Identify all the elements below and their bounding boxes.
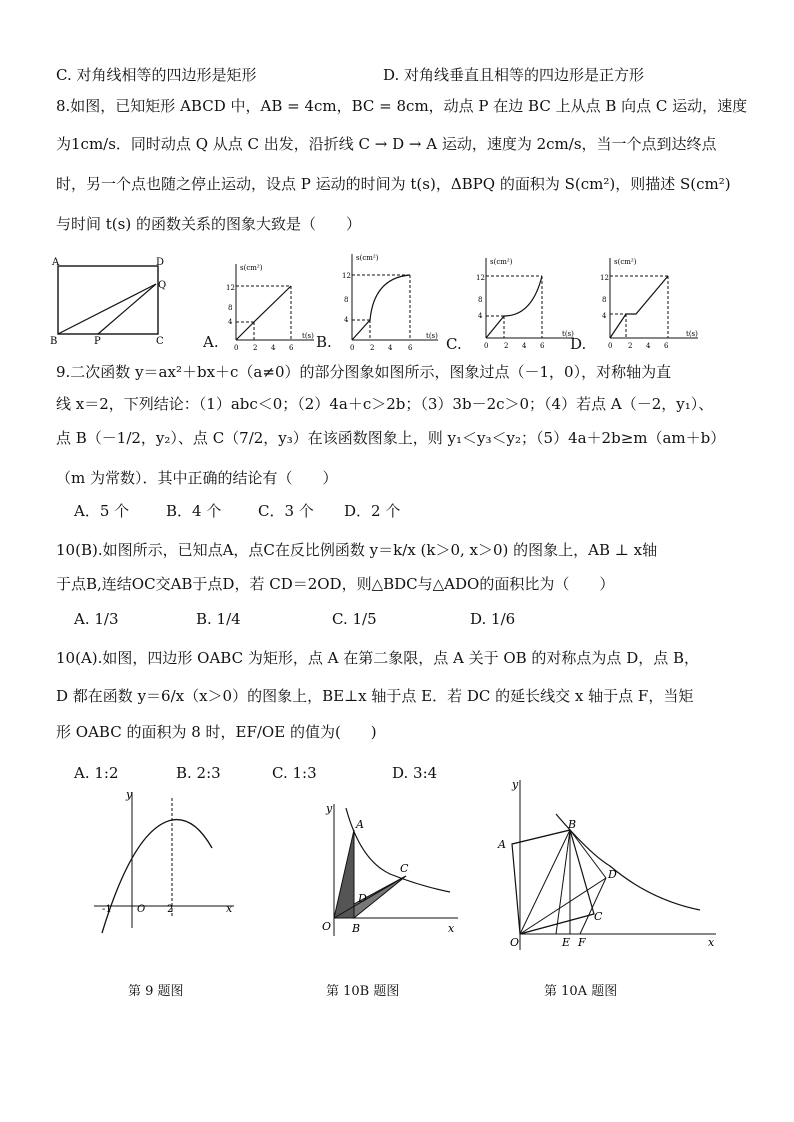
f9-x-label: x [226, 902, 233, 915]
graph-d-tick-0: 0 [608, 342, 613, 350]
q8-label-c: C [156, 336, 164, 346]
f10a-o-label: O [510, 936, 520, 949]
q9-stem-line2: 线 x＝2，下列结论：（1）abc＜0；（2）4a＋c＞2b；（3）3b－2c＞0；（4）若点 A（－2，y₁）、 [56, 395, 714, 413]
graph-c-tick-4: 4 [478, 312, 483, 320]
graph-c-tick-8: 8 [478, 296, 483, 304]
graph-b-xlabel: t(s) [426, 332, 438, 340]
q10b-option-a: A. 1/3 [74, 610, 119, 628]
q9-option-d: D．2 个 [344, 502, 401, 520]
f10a-b-label: B [568, 818, 577, 831]
q9-parabola-figure [84, 788, 244, 938]
graph-d-xlabel: t(s) [686, 330, 698, 338]
graph-c-tick-0: 0 [484, 342, 489, 350]
graph-d-tick-12: 12 [600, 274, 609, 282]
f10a-x-label: x [708, 936, 715, 949]
q8-graph-d [590, 252, 708, 352]
q10a-option-c: C. 1:3 [272, 764, 317, 782]
q8-label-d: D [156, 257, 165, 268]
q8-label-p: P [94, 336, 101, 346]
q10a-option-b: B. 2:3 [176, 764, 221, 782]
q8-option-c-label: C. [446, 335, 462, 353]
q8-label-a: A [52, 257, 60, 268]
graph-c-tick-2: 2 [504, 342, 509, 350]
graph-a-xlabel: t(s) [302, 332, 314, 340]
graph-a-tick-2: 2 [253, 344, 258, 352]
q10a-option-a: A. 1:2 [74, 764, 119, 782]
q8-stem-line3: 时，另一个点也随之停止运动，设点 P 运动的时间为 t(s)，ΔBPQ 的面积为 S(cm²)，则描述 S(cm²) [56, 175, 731, 193]
graph-a-tick-4: 4 [228, 318, 233, 326]
f10a-f-label: F [578, 936, 586, 949]
q10a-stem-line3: 形 OABC 的面积为 8 时，EF/OE 的值为( ) [56, 723, 377, 741]
q8-option-a-label: A. [203, 333, 219, 351]
q9-stem-line1: 9.二次函数 y＝ax²＋bx＋c（a≠0）的部分图象如图所示，图象过点（－1，0），对称轴为直 [56, 363, 672, 381]
f10b-y-label: y [326, 802, 333, 815]
graph-b-tick-12: 12 [342, 272, 351, 280]
q8-stem-line4: 与时间 t(s) 的函数关系的图象大致是（ ） [56, 215, 361, 233]
q10b-stem-line1: 10(B).如图所示，已知点A，点C在反比例函数 y＝k/x (k＞0, x＞0) 的图象上，AB ⊥ x轴 [56, 541, 658, 559]
graph-c-tick-6: 6 [540, 342, 545, 350]
q8-graph-a [206, 258, 324, 352]
graph-a-tick-0: 0 [234, 344, 239, 352]
q7-option-d: D. 对角线垂直且相等的四边形是正方形 [383, 66, 645, 84]
graph-a-tick-12: 12 [226, 284, 235, 292]
caption-fig10b: 第 10B 题图 [326, 984, 400, 999]
f10a-a-label: A [498, 838, 506, 851]
graph-c-ylabel: s(cm²) [490, 258, 513, 266]
q8-rectangle-figure [48, 254, 178, 346]
graph-b-tick-2: 2 [370, 344, 375, 352]
f10a-c-label: C [594, 910, 603, 923]
graph-d-tick-4x: 4 [646, 342, 651, 350]
graph-b-tick-0: 0 [350, 344, 355, 352]
f9-y-label: y [126, 788, 133, 801]
q8-stem-line1: 8.如图，已知矩形 ABCD 中，AB = 4cm，BC = 8cm，动点 P 在边 BC 上从点 B 向点 C 运动，速度 [56, 97, 748, 115]
f10b-b-label: B [352, 922, 361, 935]
graph-d-ylabel: s(cm²) [614, 258, 637, 266]
f10b-x-label: x [448, 922, 455, 935]
q10b-option-c: C. 1/5 [332, 610, 377, 628]
graph-a-ylabel: s(cm²) [240, 264, 263, 272]
caption-fig9: 第 9 题图 [128, 984, 184, 999]
q10b-figure [310, 800, 460, 940]
q10b-option-b: B. 1/4 [196, 610, 241, 628]
q8-option-d-label: D. [570, 335, 587, 353]
q10a-option-d: D. 3:4 [392, 764, 438, 782]
f10b-c-label: C [400, 862, 409, 875]
q9-option-b: B．4 个 [166, 502, 222, 520]
graph-c-tick-12: 12 [476, 274, 485, 282]
graph-a-tick-6: 6 [289, 344, 294, 352]
q9-stem-line4: （m 为常数）．其中正确的结论有（ ） [56, 469, 338, 487]
f9-origin: O [137, 904, 146, 915]
q9-option-c: C．3 个 [258, 502, 314, 520]
graph-a-tick-4x: 4 [271, 344, 276, 352]
f10b-o-label: O [322, 920, 332, 933]
q8-label-b: B [50, 336, 58, 346]
q9-option-a: A．5 个 [74, 502, 130, 520]
q10a-stem-line2: D 都在函数 y＝6/x（x＞0）的图象上，BE⊥x 轴于点 E．若 DC 的延长线交 x 轴于点 F，当矩 [56, 687, 694, 705]
graph-b-tick-4: 4 [344, 316, 349, 324]
q8-label-q: Q [158, 280, 167, 291]
graph-b-tick-6: 6 [408, 344, 413, 352]
q7-option-c: C. 对角线相等的四边形是矩形 [56, 66, 257, 84]
graph-d-tick-2: 2 [628, 342, 633, 350]
graph-b-tick-4x: 4 [388, 344, 393, 352]
q8-graph-b [330, 248, 448, 352]
graph-d-tick-4: 4 [602, 312, 607, 320]
f10a-d-label: D [608, 868, 617, 881]
q8-option-b-label: B. [316, 333, 332, 351]
q9-stem-line3: 点 B（－1/2，y₂）、点 C（7/2，y₃）在该函数图象上，则 y₁＜y₃＜y₂；（5）4a＋2b≥m（am＋b） [56, 429, 726, 447]
f9-tick-m1: -1 [102, 904, 112, 915]
f10b-d-label: D [358, 892, 367, 905]
f9-tick-2: 2 [167, 904, 174, 915]
q10b-option-d: D. 1/6 [470, 610, 516, 628]
graph-b-tick-8: 8 [344, 296, 349, 304]
f10a-e-label: E [562, 936, 571, 949]
q8-stem-line2: 为1cm/s．同时动点 Q 从点 C 出发，沿折线 C → D → A 运动，速度为 2cm/s，当一个点到达终点 [56, 135, 717, 153]
f10a-y-label: y [512, 778, 519, 791]
caption-fig10a: 第 10A 题图 [544, 984, 618, 999]
q10a-stem-line1: 10(A).如图，四边形 OABC 为矩形，点 A 在第二象限，点 A 关于 OB 的对称点为点 D，点 B， [56, 649, 700, 667]
graph-d-tick-6: 6 [664, 342, 669, 350]
graph-d-tick-8: 8 [602, 296, 607, 304]
graph-b-ylabel: s(cm²) [356, 254, 379, 262]
f10b-a-label: A [356, 818, 364, 831]
q8-graph-c [466, 252, 587, 353]
graph-c-xlabel: t(s) [562, 330, 574, 338]
graph-c-tick-4x: 4 [522, 342, 527, 350]
q10a-figure [490, 774, 730, 954]
graph-a-tick-8: 8 [228, 304, 233, 312]
q10b-stem-line2: 于点B,连结OC交AB于点D，若 CD＝2OD，则△BDC与△ADO的面积比为（ ） [56, 575, 615, 593]
